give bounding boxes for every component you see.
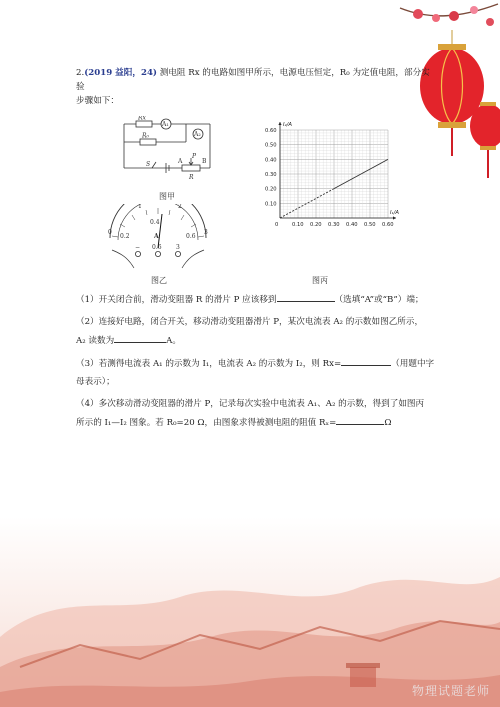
step-4-text-c: Ω	[384, 418, 392, 428]
x-axis-label: I₁/A	[390, 210, 399, 216]
step-3	[76, 356, 436, 389]
answer-blank-1[interactable]	[277, 292, 335, 302]
y-axis-arrow	[278, 122, 281, 125]
step-3-line-2: 母表示）；	[76, 377, 115, 387]
label-a2: A₂	[194, 131, 201, 138]
y-tick-label: 0.10	[265, 201, 277, 208]
circuit-diagram	[116, 116, 226, 190]
question-intro	[76, 66, 436, 108]
meter-subscale-04: 0.4	[150, 219, 160, 226]
label-r0: R₀	[142, 132, 149, 140]
terminal-06: 0.6	[152, 244, 162, 251]
x-tick-label: 0.60	[382, 222, 394, 228]
x-tick-label: 0.50	[364, 222, 376, 228]
x-tick-label: 0.20	[310, 222, 322, 228]
x-axis-arrow	[393, 216, 396, 219]
y-tick-label: 0.40	[265, 157, 277, 164]
step-3-text-b: （用题中字	[391, 359, 435, 369]
graph-caption: 图丙	[312, 276, 328, 285]
step-2-line-1: （2）连接好电路，闭合开关，移动滑动变阻器滑片 P，某次电流表 A₂ 的示数如图乙所示，	[76, 317, 424, 327]
step-4-line-1: （4）多次移动滑动变阻器的滑片 P，记录每次实验中电流表 A₁、A₂ 的示数，得到了如图丙	[76, 399, 425, 409]
step-3-text-a: （3）若测得电流表 A₁ 的示数为 I₁，电流表 A₂ 的示数为 I₂，则 Rx=	[76, 359, 342, 369]
question-number: 2.	[76, 68, 85, 78]
label-b: B	[202, 158, 207, 165]
terminal-minus: −	[135, 244, 141, 251]
y-tick-label: 0.60	[265, 128, 277, 134]
step-2-text-b: A₂ 读数为	[76, 336, 115, 346]
label-r: R	[189, 174, 194, 181]
label-a: A	[178, 158, 183, 165]
label-rx: Rx	[138, 116, 146, 122]
i1-i2-graph	[254, 118, 404, 238]
label-a1: A₁	[162, 121, 169, 128]
terminal-3: 3	[176, 244, 180, 251]
x-tick-label: 0.40	[346, 222, 358, 228]
meter-scale-3: 3	[204, 229, 208, 236]
meter-caption: 图乙	[151, 276, 167, 285]
great-wall-decoration	[0, 517, 500, 707]
x-tick-label: 0.30	[328, 222, 340, 228]
answer-blank-4[interactable]	[336, 415, 384, 425]
step-1	[76, 292, 436, 307]
meter-scale-1: 1	[138, 204, 142, 210]
meter-subscale-06: 0.6	[186, 233, 196, 240]
meter-unit: A	[154, 233, 159, 240]
answer-blank-3[interactable]	[341, 356, 391, 366]
meter-scale-0: 0	[108, 229, 112, 236]
circuit-caption: 图甲	[159, 192, 175, 201]
label-p: P	[192, 153, 197, 160]
watermark: 物理试题老师	[411, 684, 490, 698]
y-tick-label: 0.20	[265, 186, 277, 193]
meter-subscale-02: 0.2	[120, 233, 130, 240]
meter-scale-2: 2	[178, 204, 182, 210]
answer-blank-2[interactable]	[114, 333, 166, 343]
x-tick-label: 0	[275, 222, 279, 228]
question-content	[76, 66, 436, 430]
label-s: S	[146, 161, 151, 168]
step-2-text-c: A。	[166, 336, 181, 346]
step-4	[76, 397, 436, 430]
question-source: (2019 益阳，24)	[84, 68, 157, 78]
figures-area	[76, 116, 436, 284]
step-1-text-a: （1）开关闭合前，滑动变阻器 R 的滑片 P 应该移到	[76, 295, 277, 305]
y-tick-label: 0.30	[265, 172, 277, 178]
step-2	[76, 315, 436, 348]
intro-line-1: 测电阻 Rx 的电路如图甲所示，电源电压恒定，R₀ 为定值电阻，部分实验	[76, 68, 430, 92]
intro-line-2: 步骤如下：	[76, 96, 119, 106]
y-axis-label: I₂/A	[283, 122, 292, 128]
ammeter-figure	[98, 204, 218, 270]
y-tick-label: 0.50	[265, 142, 277, 149]
step-1-text-b: （选填“A”或“B”）端；	[334, 295, 424, 305]
x-tick-label: 0.10	[292, 222, 304, 228]
step-4-text-b: 所示的 I₁—I₂ 图象。若 R₀=20 Ω，由图象求得被测电阻的阻值 Rₓ=	[76, 418, 337, 428]
